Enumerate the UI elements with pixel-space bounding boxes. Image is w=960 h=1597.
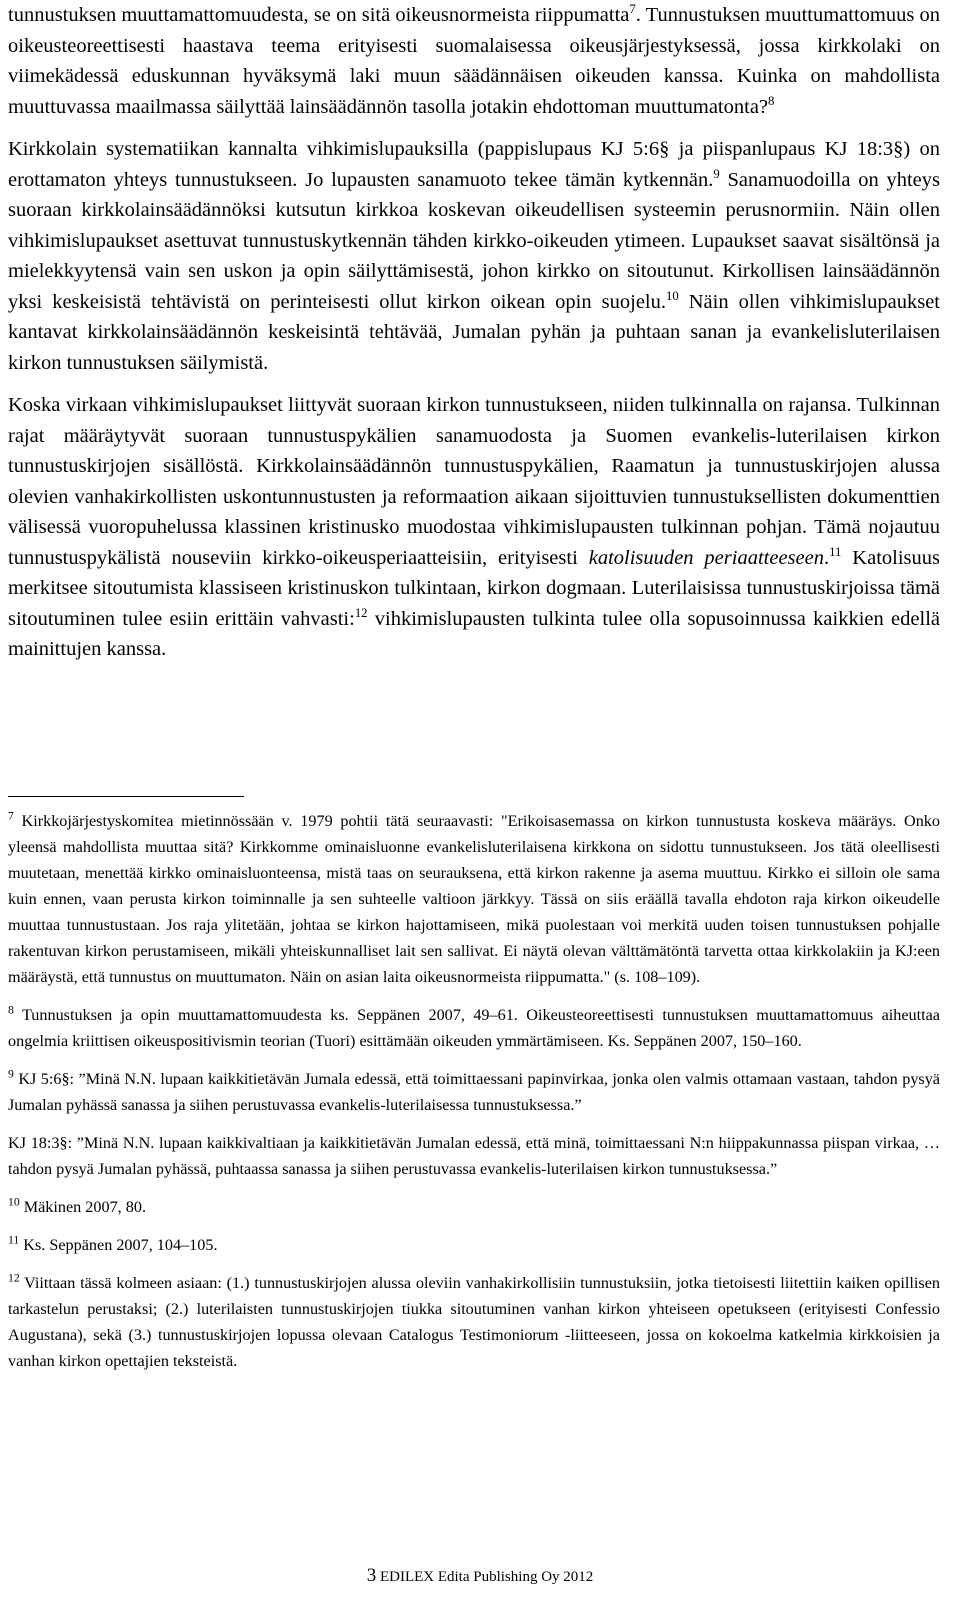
publisher-credit: EDILEX Edita Publishing Oy 2012 bbox=[379, 1569, 594, 1585]
footnote-11 bbox=[8, 1232, 940, 1258]
footnote-12 bbox=[8, 1270, 940, 1374]
footnote-10 bbox=[8, 1194, 940, 1220]
paragraph-1: tunnustuksen muuttamattomuudesta, se on sitä oikeusnormeista riippumatta$^7$. Tunnustuksen muuttumattomuus on oikeusteoreettisesti haastava teema erityisesti suomalaisessa oikeusjärjestyksessä, jossa kirkkolaki on viimekädessä eduskunnan hyväksymä laki muun säädännäisen oikeuden kanssa. Kuinka on mahdollista muuttuvassa maailmassa säilyttää lainsäädännön tasolla jotakin ehdottoman muuttumatonta?$^8$ bbox=[8, 2, 940, 118]
footnote-9-continued bbox=[8, 1130, 940, 1182]
body-text bbox=[8, 0, 940, 665]
footnotes bbox=[8, 808, 940, 1386]
footnote-text: Kirkkojärjestyskomitea mietinnössään v. 1979 pohtii tätä seuraavasti: "Erikoisasemassa on kirkon tunnustusta koskeva määräys. Onko yleensä mahdollista muuttaa sitä? Kirkkomme ominaisluonne evankelisluterilaisena kirkkona on sidottu tunnustukseen. Jos tätä oleellisesti muutetaan, menettää kirkko ominaisluonteensa, mistä taas on seurauksena, että kirkon rakenne ja asema muuttuu. Kirkko ei silloin ole sama kuin ennen, vaan perusta kirkon toiminnalle ja sen suhteelle valtioon järkkyy. Tässä on siis eräällä tavalla ehdoton raja kirkon oikeudelle muuttaa tunnustustaan. Jos raja ylitetään, johtaa se kirkon hajottamiseen, mikä puolestaan voi merkitä uuden toisen tunnustuksen pohjalle rakentuvan kirkon perustamiseen, mikäli yhteiskunnalliset lait sen sallivat. Ei näytä olevan välttämätöntä tarvetta ottaa kirkkolakiin ja KJ:een määräystä, että tunnustus on muuttumaton. Näin on asian laita oikeusnormeista riippumatta." (s. 108–109). bbox=[8, 812, 940, 986]
footnote-ref-8[interactable]: 8 bbox=[768, 93, 775, 108]
footnote-7 bbox=[8, 808, 940, 990]
footnote-number: 9 bbox=[8, 1067, 14, 1081]
footnote-number: 12 bbox=[8, 1271, 20, 1285]
emphasis-katolisuus: katolisuuden periaatteeseen bbox=[588, 546, 824, 569]
footnote-text: KJ 18:3§: ”Minä N.N. lupaan kaikkivaltiaan ja kaikkitietävän Jumalan edessä, että minä, toimittaessani N:n hiippakunnassa piispan virkaa, … tahdon pysyä Jumalan pyhässä, puhtaassa sanassa ja siihen perustuvassa evankelis-luterilaisen kirkon tunnustuksessa.” bbox=[8, 1134, 940, 1178]
paragraph-3: Koska virkaan vihkimislupaukset liittyvät suoraan kirkon tunnustukseen, niiden tulkinnalla on rajansa. Tulkinnan rajat määräytyvät suoraan tunnustuspykälien sanamuodosta ja Suomen evankelis-luterilaisen kirkon tunnustuskirjojen sisällöstä. Kirkkolainsäädännön tunnustuspykälien, Raamatun ja tunnustuskirjojen alussa olevien vanhakirkollisten uskontunnustusten ja reformaation aikaan sijoittuvien tunnustuksellisten dokumenttien välisessä vuoropuhelussa klassinen kristinusko muodostaa vihkimislupausten tulkinnan pohjan. Tämä nojautuu tunnustuspykälistä nouseviin kirkko-oikeusperiaatteisiin, erityisesti katolisuuden periaatteeseen.$^{11}$ Katolisuus merkitsee sitoutumista klassiseen kristinuskon tulkintaan, kirkon dogmaan. Luterilaisissa tunnustuskirjoissa tämä sitoutuminen tulee esiin erittäin vahvasti:$^{12}$ vihkimislupausten tulkinta tulee olla sopusoinnussa kaikkien edellä mainittujen kanssa. bbox=[8, 394, 940, 660]
footnote-number: 8 bbox=[8, 1003, 14, 1017]
footnote-ref-12[interactable]: 12 bbox=[354, 605, 368, 620]
footnote-text: KJ 5:6§: ”Minä N.N. lupaan kaikkitietävän Jumala edessä, että toimittaessani papinvirkaa, jonka olen valmis ottamaan vastaan, tahdon pysyä Jumalan pyhässä sanassa ja siihen perustuvassa evankelis-luterilaisessa tunnustuksessa.” bbox=[8, 1070, 940, 1114]
footnote-8 bbox=[8, 1002, 940, 1054]
footnote-number: 10 bbox=[8, 1195, 20, 1209]
paragraph-2: Kirkkolain systematiikan kannalta vihkimislupauksilla (pappislupaus KJ 5:6§ ja piispanlupaus KJ 18:3§) on erottamaton yhteys tunnustukseen. Jo lupausten sanamuoto tekee tämän kytkennän.$^9$ Sanamuodoilla on yhteys suoraan kirkkolainsäädännöksi kutsutun kirkkoa koskevan oikeudellisen systeemin perusnormiin. Näin ollen vihkimislupaukset asettuvat tunnustuskytkennän tähden kirkko-oikeuden ytimeen. Lupaukset saavat sisältönsä ja mielekkyytensä vain sen uskon ja opin säilyttämisestä, johon kirkko on sitoutunut. Kirkollisen lainsäädännön yksi keskeisistä tehtävistä on perinteisesti ollut kirkon oikean opin suojelu.$^{10}$ Näin ollen vihkimislupaukset kantavat kirkkolainsäädännön keskeisintä tehtävää, Jumalan pyhän ja puhtaan sanan ja evankelisluterilaisen kirkon tunnustuksen säilymistä. bbox=[8, 138, 940, 374]
footnote-text: Viittaan tässä kolmeen asiaan: (1.) tunnustuskirjojen alussa oleviin vanhakirkollisiin tunnustuksiin, jotka tietoisesti liitettiin kaiken opillisen tarkastelun perustaksi; (2.) luterilaisten tunnustuskirjojen tiukka sitoutuminen vanhan kirkon yhteiseen opetukseen (erityisesti Confessio Augustana), sekä (3.) tunnustuskirjojen lopussa olevaan Catalogus Testimoniorum -liitteeseen, jossa on kokoelma katkelmia kirkkoisien ja vanhan kirkon opettajien teksteistä. bbox=[8, 1274, 940, 1370]
footnote-text: Ks. Seppänen 2007, 104–105. bbox=[23, 1236, 218, 1254]
page-footer bbox=[0, 1566, 960, 1587]
footnote-ref-10[interactable]: 10 bbox=[666, 288, 679, 303]
footnote-ref-9[interactable]: 9 bbox=[713, 166, 720, 181]
footnote-separator bbox=[8, 796, 244, 797]
footnote-text: Mäkinen 2007, 80. bbox=[23, 1198, 146, 1216]
footnote-ref-11[interactable]: 11 bbox=[829, 544, 842, 559]
footnote-number: 11 bbox=[8, 1233, 20, 1247]
page-number: 3 bbox=[366, 1565, 377, 1586]
footnote-text: Tunnustuksen ja opin muuttamattomuudesta ks. Seppänen 2007, 49–61. Oikeusteoreettisesti tunnustuksen muuttamattomuus aiheuttaa ongelmia kriittisen oikeuspositivismin teorian (Tuori) esittämään oikeuden ymmärtämiseen. Ks. Seppänen 2007, 150–160. bbox=[8, 1006, 940, 1050]
footnote-ref-7[interactable]: 7 bbox=[629, 2, 636, 17]
footnote-9 bbox=[8, 1066, 940, 1118]
footnote-number: 7 bbox=[8, 809, 14, 823]
